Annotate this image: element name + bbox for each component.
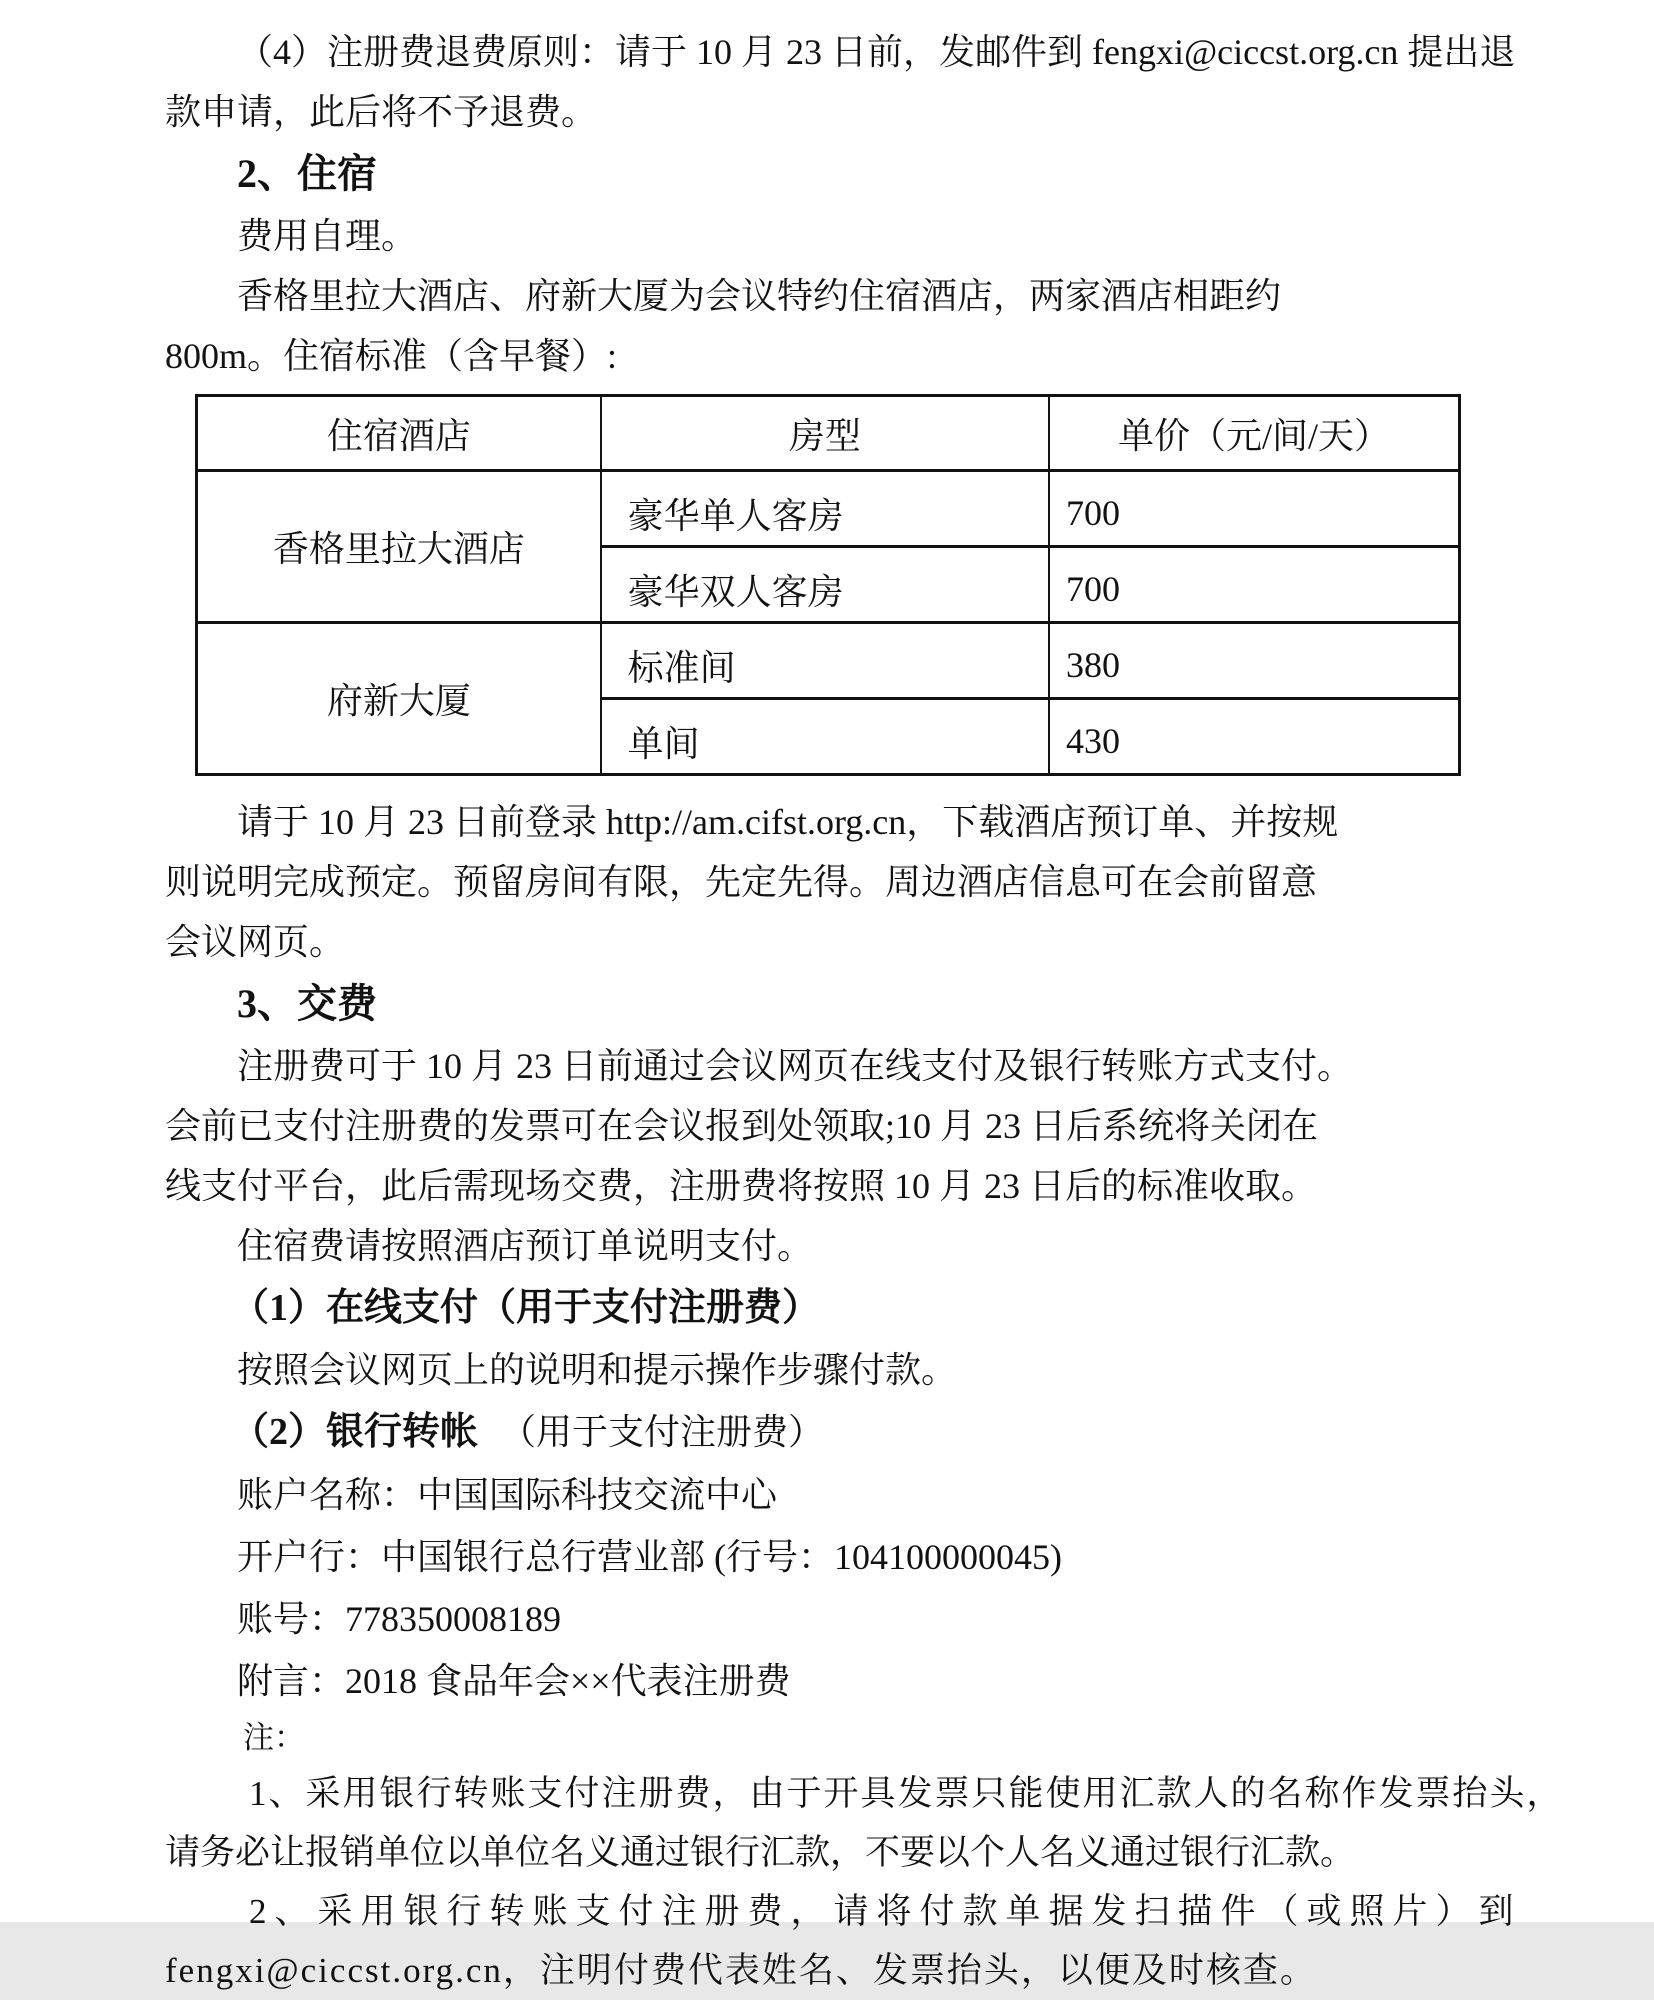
table-cell-room: 豪华双人客房 [601, 547, 1049, 623]
table-row [197, 623, 1460, 699]
payment-intro-line1: 注册费可于 10 月 23 日前通过会议网页在线支付及银行转账方式支付。 [237, 1046, 1354, 1086]
table-cell-room: 标准间 [601, 623, 1049, 699]
accommodation-table [195, 394, 1461, 776]
note2-line2: fengxi@ciccst.org.cn，注明付费代表姓名、发票抬头，以便及时核查。 [165, 1951, 1317, 1990]
table-cell-room: 豪华单人客房 [601, 471, 1049, 547]
refund-policy-line1: （4）注册费退费原则：请于 10 月 23 日前，发邮件到 fengxi@ciccst.org.cn 提出退 [237, 32, 1516, 72]
table-cell-room: 单间 [601, 699, 1049, 775]
table-header-room-type: 房型 [601, 396, 1049, 471]
table-cell-hotel-fuxin: 府新大厦 [197, 623, 601, 775]
accommodation-self-pay: 费用自理。 [237, 216, 418, 256]
table-cell-price: 380 [1049, 623, 1459, 699]
accommodation-heading: 2、住宿 [237, 151, 377, 196]
booking-line2: 则说明完成预定。预留房间有限，先定先得。周边酒店信息可在会前留意 [165, 862, 1318, 902]
bank-transfer-heading-note: （用于支付注册费） [500, 1412, 825, 1452]
accommodation-intro-line1: 香格里拉大酒店、府新大厦为会议特约住宿酒店，两家酒店相距约 [237, 276, 1282, 316]
table-row [197, 471, 1460, 547]
table-header-price: 单价（元/间/天） [1049, 396, 1459, 471]
bank-transfer-heading-bold: （2）银行转帐 [231, 1411, 479, 1453]
payment-intro-line3: 线支付平台，此后需现场交费，注册费将按照 10 月 23 日后的标准收取。 [165, 1166, 1318, 1206]
table-cell-price: 700 [1049, 547, 1459, 623]
booking-line3: 会议网页。 [165, 922, 346, 962]
booking-line1: 请于 10 月 23 日前登录 http://am.cifst.org.cn，下载酒店预订单、并按规 [237, 802, 1339, 842]
note1-line1: 1、采用银行转账支付注册费，由于开具发票只能使用汇款人的名称作发票抬头， [249, 1774, 1564, 1813]
table-header-row [197, 396, 1460, 471]
table-cell-price: 700 [1049, 471, 1459, 547]
bank-memo: 附言：2018 食品年会××代表注册费 [237, 1661, 791, 1701]
table-cell-hotel-shangrila: 香格里拉大酒店 [197, 471, 601, 623]
online-payment-body: 按照会议网页上的说明和提示操作步骤付款。 [237, 1350, 958, 1390]
note2-line1: 2、采用银行转账支付注册费，请将付款单据发扫描件（或照片）到 [249, 1892, 1522, 1931]
refund-policy-line2: 款申请，此后将不予退费。 [165, 92, 598, 132]
bank-branch: 开户行：中国银行总行营业部 (行号：104100000045) [237, 1537, 1062, 1577]
table-header-hotel: 住宿酒店 [197, 396, 601, 471]
note1-line2: 请务必让报销单位以单位名义通过银行汇款，不要以个人名义通过银行汇款。 [165, 1833, 1356, 1872]
accommodation-intro-line2: 800m。住宿标准（含早餐）: [165, 336, 618, 376]
payment-intro-line2: 会前已支付注册费的发票可在会议报到处领取;10 月 23 日后系统将关闭在 [165, 1106, 1319, 1146]
online-payment-heading: （1）在线支付（用于支付注册费） [231, 1287, 821, 1329]
payment-heading: 3、交费 [237, 981, 377, 1026]
bank-account-name: 账户名称：中国国际科技交流中心 [237, 1475, 778, 1515]
payment-hotel-fee: 住宿费请按照酒店预订单说明支付。 [237, 1226, 814, 1266]
bank-account-number: 账号：778350008189 [237, 1599, 562, 1639]
notes-label: 注： [243, 1720, 305, 1755]
table-cell-price: 430 [1049, 699, 1459, 775]
bank-transfer-heading [165, 1400, 1496, 1464]
